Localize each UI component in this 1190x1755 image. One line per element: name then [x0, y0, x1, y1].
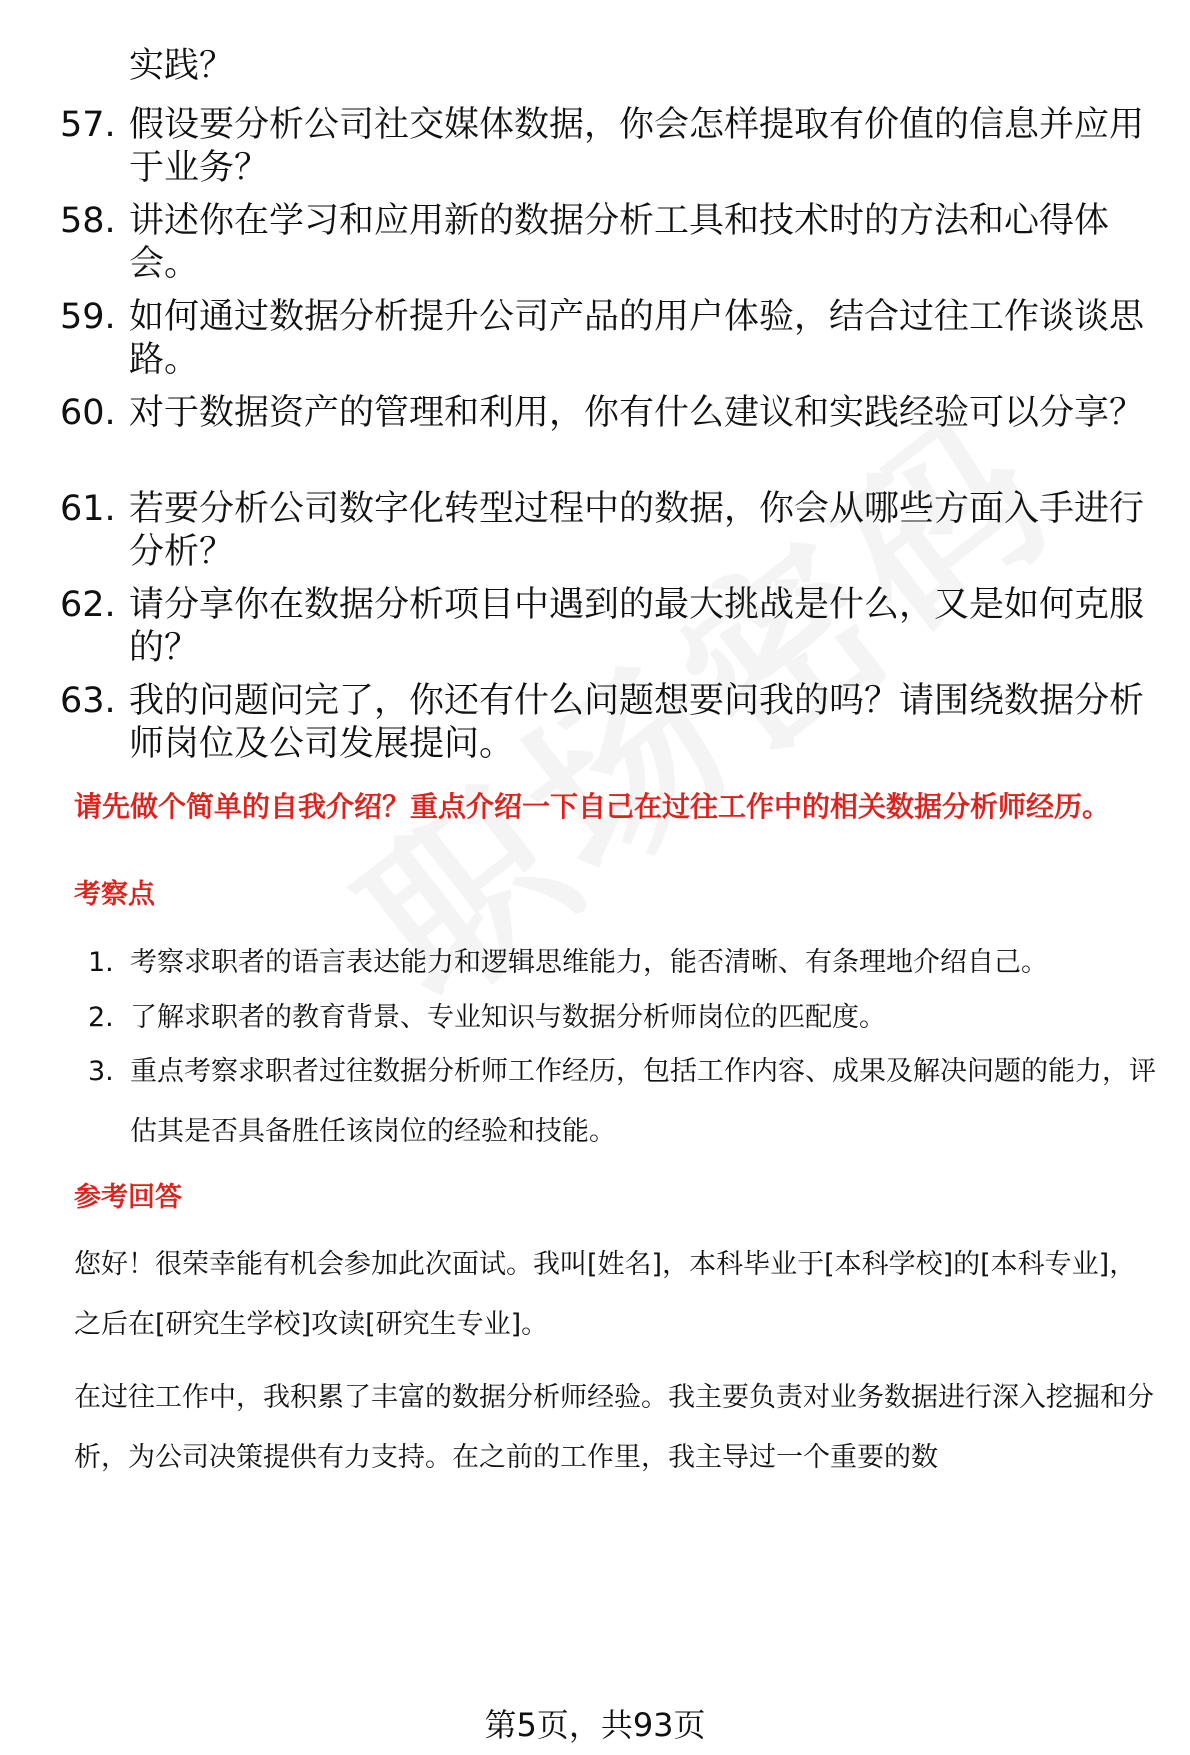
- question-item: [60, 296, 1150, 382]
- question-item: [60, 392, 1150, 435]
- point-item: [88, 933, 1158, 993]
- question-text: 实践？: [129, 46, 235, 86]
- answer-paragraph: 您好！很荣幸能有机会参加此次面试。我叫[姓名]，本科毕业于[本科学校]的[本科专业]，之后在[研究生学校]攻读[研究生专业]。: [74, 1249, 1137, 1340]
- point-number: 3.: [88, 1056, 114, 1087]
- point-item: [88, 988, 1158, 1048]
- question-text: 如何通过数据分析提升公司产品的用户体验，结合过往工作谈谈思路。: [129, 297, 1145, 380]
- question-number: 59.: [60, 297, 116, 337]
- question-number: 60.: [60, 393, 116, 433]
- question-item: [60, 680, 1150, 766]
- question-item: [60, 45, 1150, 88]
- question-number: 62.: [60, 585, 116, 625]
- question-item: [60, 200, 1150, 286]
- question-text: 假设要分析公司社交媒体数据，你会怎样提取有价值的信息并应用于业务？: [129, 105, 1145, 188]
- question-item: [60, 104, 1150, 190]
- question-text: 讲述你在学习和应用新的数据分析工具和技术时的方法和心得体会。: [129, 201, 1110, 284]
- question-text: 对于数据资产的管理和利用，你有什么建议和实践经验可以分享？: [129, 393, 1145, 433]
- point-text: 了解求职者的教育背景、专业知识与数据分析师岗位的匹配度。: [130, 1002, 886, 1033]
- answer-paragraph: 在过往工作中，我积累了丰富的数据分析师经验。我主要负责对业务数据进行深入挖掘和分析，为公司决策提供有力支持。在之前的工作里，我主导过一个重要的数: [74, 1382, 1154, 1473]
- question-text: 请分享你在数据分析项目中遇到的最大挑战是什么，又是如何克服的？: [129, 585, 1145, 668]
- question-item: [60, 488, 1150, 574]
- answer-heading: 参考回答: [74, 1182, 182, 1213]
- question-text: 我的问题问完了，你还有什么问题想要问我的吗？请围绕数据分析师岗位及公司发展提问。: [129, 681, 1145, 764]
- page-footer: 第5页，共93页: [484, 1706, 706, 1744]
- question-number: 57.: [60, 105, 116, 145]
- question-item: [60, 584, 1150, 670]
- points-heading: 考察点: [74, 879, 155, 910]
- question-text: 若要分析公司数字化转型过程中的数据，你会从哪些方面入手进行分析？: [129, 489, 1145, 572]
- question-number: 58.: [60, 201, 116, 241]
- point-number: 1.: [88, 947, 114, 978]
- point-number: 2.: [88, 1002, 114, 1033]
- section-question-heading: 请先做个简单的自我介绍？重点介绍一下自己在过往工作中的相关数据分析师经历。: [74, 790, 1111, 823]
- point-item: [88, 1042, 1158, 1162]
- question-number: 63.: [60, 681, 116, 721]
- point-text: 重点考察求职者过往数据分析师工作经历，包括工作内容、成果及解决问题的能力，评估其是否具备胜任该岗位的经验和技能。: [130, 1056, 1156, 1147]
- point-text: 考察求职者的语言表达能力和逻辑思维能力，能否清晰、有条理地介绍自己。: [130, 947, 1048, 978]
- question-number: 61.: [60, 489, 116, 529]
